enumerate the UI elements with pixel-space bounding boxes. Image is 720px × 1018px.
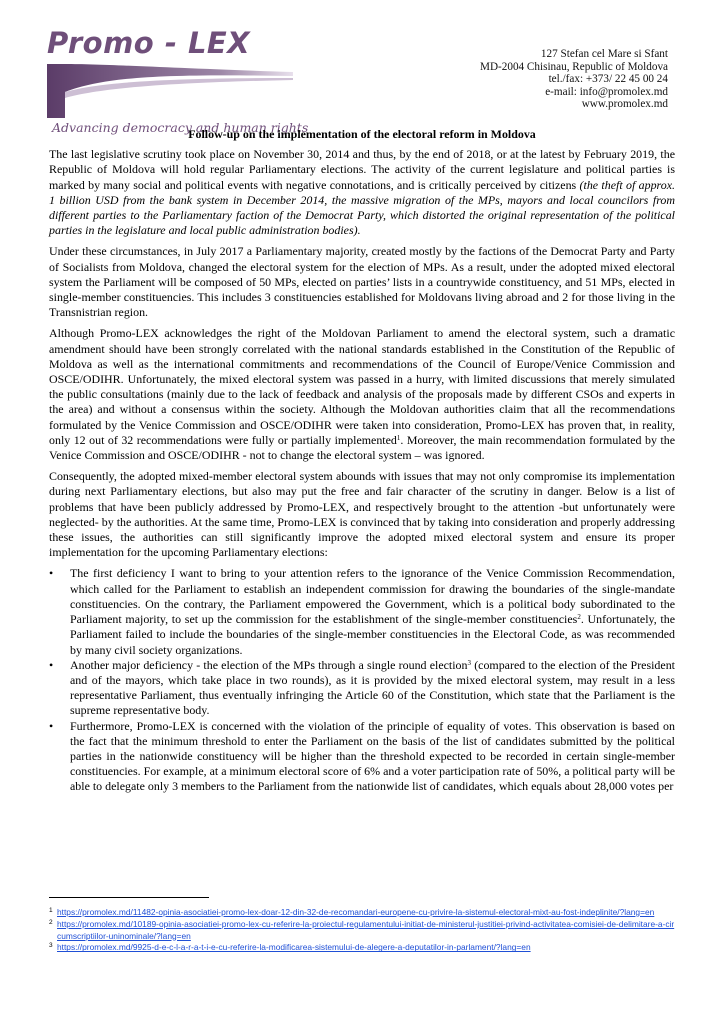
deficiency-list xyxy=(49,566,675,794)
list-item-text: The first deficiency I want to bring to your attention refers to the ignorance of the Venice Commission Recommendation, which called for the Parliament to establish an independent commission for drawing the boundaries of the single-mandate constituencies. On the contrary, the Parliament empowered the Government, which is a political body subordinated to the Parliament majority, to set up the commission for the establishment of the single-member constituencies xyxy=(70,566,675,627)
promo-lex-logo xyxy=(47,26,309,135)
footnote-number: 2 xyxy=(49,918,53,926)
logo-text: Promo - LEX xyxy=(47,26,251,60)
paragraph-text: The last legislative scrutiny took place on November 30, 2014 and thus, by the end of 2018, or at the latest by February 2019, the Republic of Moldova will hold regular Parliamentary elections. The activity of the current legislature and political parties is marked by many social and political events with negative connotations, and is critically perceived by citizens xyxy=(49,147,675,192)
list-item-text: Furthermore, Promo-LEX is concerned with the violation of the principle of equality of votes. This observation is based on the fact that the minimum threshold to enter the Parliament on the basis of the list of candidates submitted by the political parties in the nationwide constituency will be higher than the threshold expected to be recorded in certain single-member constituencies. For example, at a minimum electoral score of 6% and a voter participation rate of 50%, a political party will be able to delegate only 3 members to the Parliament from the nationwide list of candidates, which equals about 28,000 votes per xyxy=(70,718,675,794)
footnote-ref-3[interactable]: 3 xyxy=(467,658,471,667)
footnote-ref-1[interactable]: 1 xyxy=(396,433,401,442)
paragraph-italic-text: (the theft of approx. 1 billion USD from the bank system in December 2014, the massive migration of the MPs, mayors and local councilors from different parties to the Parliamentary faction of the Democrat Party, which distorted the original representation of the political parties in the legislature and local public administration bodies). xyxy=(49,177,675,238)
footnote-separator xyxy=(49,897,209,898)
footnote-link[interactable]: https://promolex.md/10189-opinia-asociatiei-promo-lex-cu-referire-la-proiectul-regulamentului-initiat-de-ministerul-justitiei-privind-activitatea-comisiei-de-delimitare-a-circumscriptiilor-uninominale/?lang=en xyxy=(57,918,675,941)
document-body xyxy=(49,127,675,795)
address-line: tel./fax: +373/ 22 45 00 24 xyxy=(548,73,668,86)
list-item xyxy=(49,658,675,719)
address-line: e-mail: info@promolex.md xyxy=(545,85,668,98)
paragraph-2: Under these circumstances, in July 2017 a Parliamentary majority, created mostly by the factions of the Democrat Party and Party of Socialists from Moldova, changed the electoral system for the election of MPs. As a result, under the adopted mixed electoral system the Parliament will be composed of 50 MPs, elected on parties’ lists in a countrywide constituency, and 51 MPs, elected in single-member constituencies. This includes 3 constituencies established for Moldovans living abroad and 2 for those living in the Transnistrian region. xyxy=(49,244,675,320)
footnote-3 xyxy=(49,942,675,954)
paragraph-text: Although Promo-LEX acknowledges the right of the Moldovan Parliament to amend the electoral system, such a dramatic amendment should have been strongly correlated with the national standards established in the Constitution of the Republic of Moldova as well as the international commitments and recommendations of the Council of Europe/Venice Commission and OSCE/ODIHR. Unfortunately, the mixed electoral system was passed in a hurry, with limited discussions that merely simulated the public consultations (mainly due to the lack of feedback and analysis of the proposals made by different CSOs and experts in the area) and without a consensus within the society. Although the Moldovan authorities claim that all the recommendations formulated by the Venice Commission and OSCE/ODIHR were taken into consideration, Promo-LEX has proven that, in reality, only 12 out of 32 recommendations were fully or partially implemented xyxy=(49,326,675,447)
address-line: 127 Stefan cel Mare si Sfant xyxy=(540,48,668,60)
footnote-number: 3 xyxy=(49,942,53,950)
contact-address-block xyxy=(480,48,668,111)
address-line: www.promolex.md xyxy=(581,98,668,111)
footnote-2 xyxy=(49,919,675,943)
logo-tagline: Advancing democracy and human rights xyxy=(52,120,309,135)
footnote-1 xyxy=(49,907,675,919)
address-line: MD-2004 Chisinau, Republic of Moldova xyxy=(480,60,668,73)
list-item-text: . Unfortunately, the Parliament failed to include the boundaries of the single-member constituencies in the Electoral Code, as was recommended by many civil society organizations. xyxy=(70,612,675,657)
list-item-text: (compared to the election of the President and of the mayors, which take place in two rounds), as it is provided by the mixed electoral system, may result in a less representative Parliament, thus eventually infringing the Article 60 of the Constitution, which state that the Parliament is the supreme representative body. xyxy=(70,657,675,718)
logo-ribbon-graphic xyxy=(47,62,293,120)
bullet-icon: • xyxy=(49,657,54,672)
footnote-ref-2[interactable]: 2 xyxy=(577,613,581,622)
bullet-icon: • xyxy=(49,718,54,733)
footnotes xyxy=(49,907,675,954)
bullet-icon: • xyxy=(49,566,54,581)
list-item xyxy=(49,719,675,795)
document-title: Follow-up on the implementation of the electoral reform in Moldova xyxy=(188,127,536,141)
footnote-number: 1 xyxy=(49,907,53,914)
list-item xyxy=(49,566,675,657)
footnote-link[interactable]: https://promolex.md/11482-opinia-asociatiei-promo-lex-doar-12-din-32-de-recomandari-europene-cu-privire-la-sistemul-electoral-mixt-au-fost-indeplinite/?lang=en xyxy=(57,907,655,917)
paragraph-text: . Moreover, the main recommendation formulated by the Venice Commission and OSCE/ODIHR - not to change the electoral system – was ignored. xyxy=(49,432,675,463)
paragraph-1 xyxy=(49,147,675,238)
list-item-text: Another major deficiency - the election of the MPs through a single round election xyxy=(70,657,468,672)
footnote-link[interactable]: https://promolex.md/9925-d-e-c-l-a-r-a-t-i-e-cu-referire-la-modificarea-sistemului-de-alegere-a-deputatilor-in-parlament/?lang=en xyxy=(57,942,531,953)
paragraph-4: Consequently, the adopted mixed-member electoral system abounds with issues that may not only compromise its implementation during next Parliamentary elections, but also may put the free and fair character of the scrutiny in danger. Below is a list of problems that have been publicly addressed by Promo-LEX, and respectively brought to the attention -but unfortunately were neglected- by the authorities. At the same time, Promo-LEX is convinced that by taking into consideration and properly addressing these issues, the authorities can still significantly improve the adopted mixed electoral system and ensure its proper implementation for the upcoming Parliamentary elections: xyxy=(49,469,675,560)
paragraph-3 xyxy=(49,326,675,463)
